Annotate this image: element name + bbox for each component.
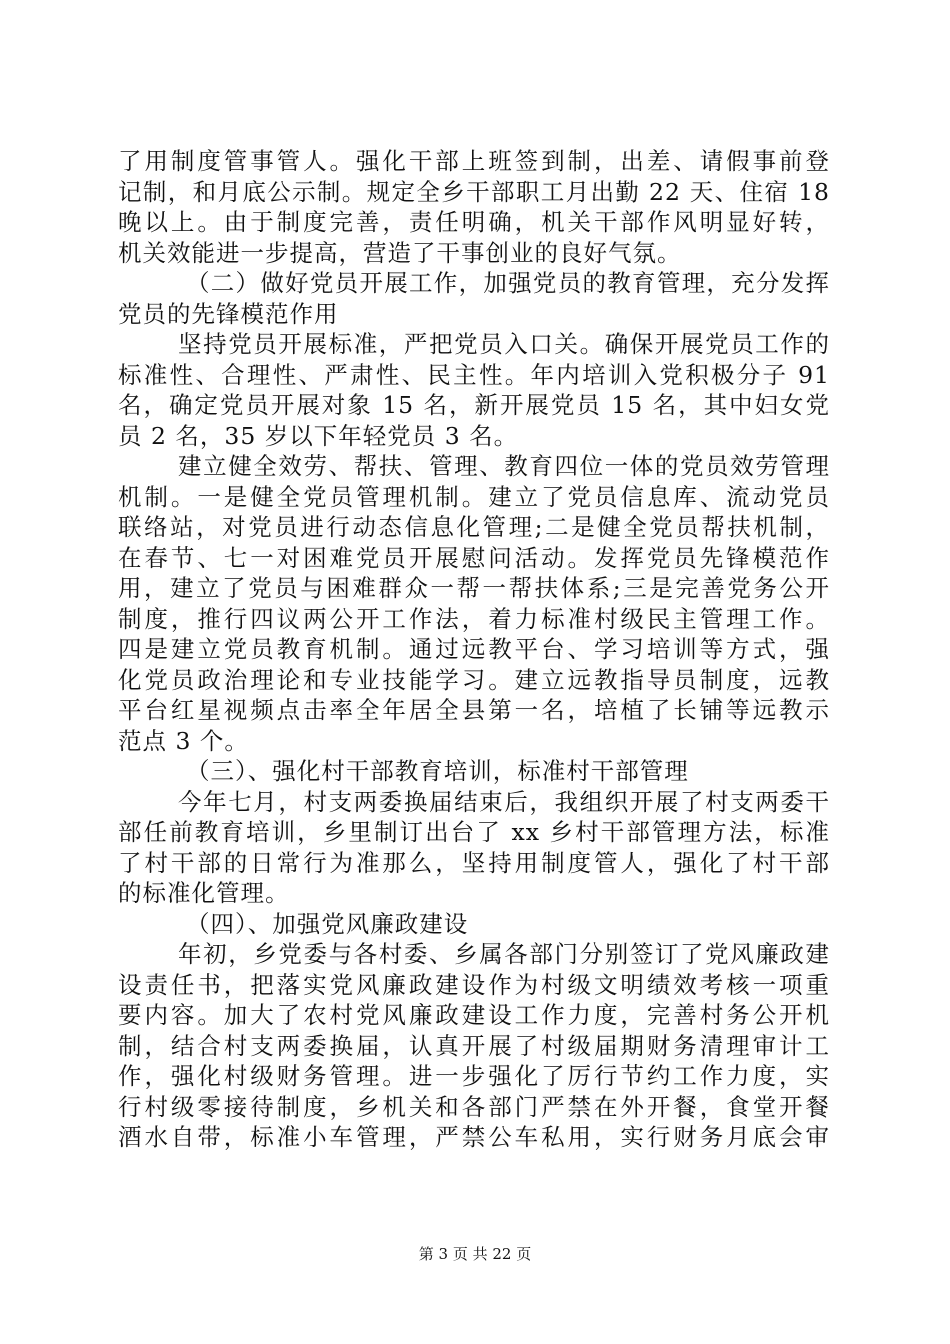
text-line: 部任前教育培训，乡里制订出台了 xx 乡村干部管理方法，标准 <box>118 818 830 846</box>
section-heading: （二）做好党员开展工作，加强党员的教育管理，充分发挥 <box>186 269 830 297</box>
text-line: 坚持党员开展标准，严把党员入口关。确保开展党员工作的 <box>178 330 830 358</box>
text-line: 的标准化管理。 <box>118 879 290 907</box>
text-line: 了用制度管事管人。强化干部上班签到制，出差、请假事前登 <box>118 147 830 175</box>
text-line: 今年七月，村支两委换届结束后，我组织开展了村支两委干 <box>178 787 830 816</box>
text-line: 制，结合村支两委换届，认真开展了村级届期财务清理审计工 <box>118 1031 830 1060</box>
text-line: 酒水自带，标准小车管理，严禁公车私用，实行财务月底会审 <box>118 1123 830 1151</box>
text-line: 晚以上。由于制度完善，责任明确，机关干部作风明显好转， <box>118 208 830 236</box>
text-line: 设责任书，把落实党风廉政建设作为村级文明绩效考核一项重 <box>118 970 830 999</box>
text-line: 机制。一是健全党员管理机制。建立了党员信息库、流动党员 <box>118 482 830 511</box>
text-line: 行村级零接待制度，乡机关和各部门严禁在外开餐，食堂开餐 <box>118 1092 830 1121</box>
text-line: 年初，乡党委与各村委、乡属各部门分别签订了党风廉政建 <box>178 940 830 968</box>
text-line: 制度，推行四议两公开工作法，着力标准村级民主管理工作。 <box>118 604 830 633</box>
section-heading-cont: 党员的先锋模范作用 <box>118 299 339 328</box>
text-line: 用，建立了党员与困难群众一帮一帮扶体系;三是完善党务公开 <box>118 574 830 602</box>
text-line: 四是建立党员教育机制。通过远教平台、学习培训等方式，强 <box>118 635 830 663</box>
document-body <box>118 146 830 1153</box>
text-line: 化党员政治理论和专业技能学习。建立远教指导员制度，远教 <box>118 665 830 694</box>
text-line: 名，确定党员开展对象 15 名，新开展党员 15 名，其中妇女党 <box>118 391 830 419</box>
text-line: 范点 3 个。 <box>118 726 249 755</box>
text-line: 在春节、七一对困难党员开展慰问活动。发挥党员先锋模范作 <box>118 543 830 572</box>
text-line: 作，强化村级财务管理。进一步强化了厉行节约工作力度，实 <box>118 1062 830 1090</box>
text-line: 建立健全效劳、帮扶、管理、教育四位一体的党员效劳管理 <box>178 452 830 480</box>
text-line: 机关效能进一步提高，营造了干事创业的良好气氛。 <box>118 238 682 267</box>
page-number-footer: 第 3 页 共 22 页 <box>418 1245 532 1263</box>
text-line: 标准性、合理性、严肃性、民主性。年内培训入党积极分子 91 <box>118 360 830 389</box>
text-line: 记制，和月底公示制。规定全乡干部职工月出勤 22 天、住宿 18 <box>118 177 830 206</box>
section-heading: （四）、加强党风廉政建设 <box>186 909 469 938</box>
text-line: 员 2 名，35 岁以下年轻党员 3 名。 <box>118 421 519 450</box>
text-line: 要内容。加大了农村党风廉政建设工作力度，完善村务公开机 <box>118 1001 830 1029</box>
section-heading: （三）、强化村干部教育培训，标准村干部管理 <box>186 757 689 785</box>
text-line: 了村干部的日常行为准那么，坚持用制度管人，强化了村干部 <box>118 848 830 877</box>
text-line: 联络站，对党员进行动态信息化管理;二是健全党员帮扶机制， <box>118 513 830 541</box>
text-line: 平台红星视频点击率全年居全县第一名，培植了长铺等远教示 <box>118 696 830 724</box>
